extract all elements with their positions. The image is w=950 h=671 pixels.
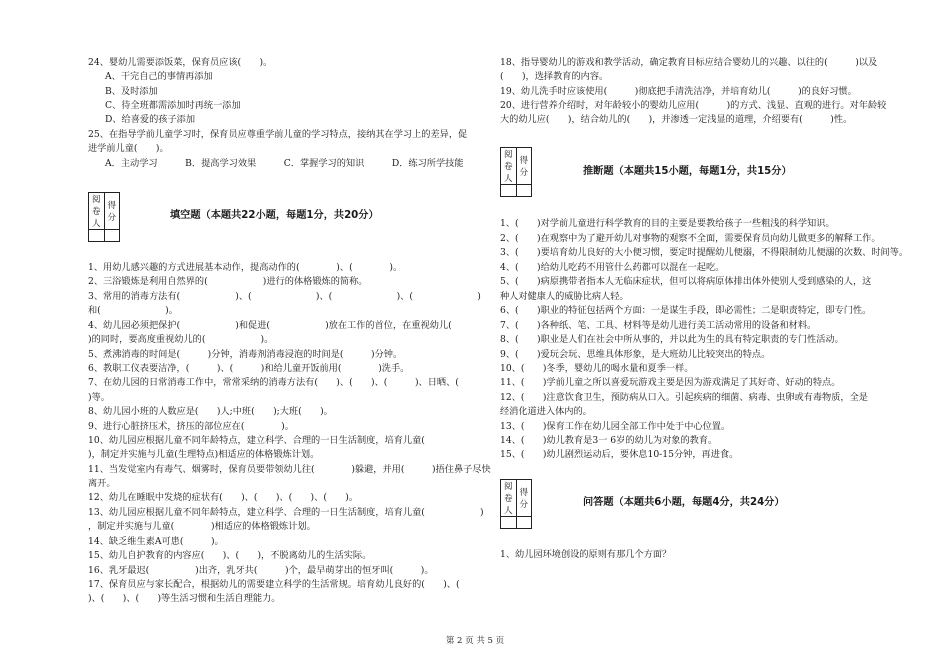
fill-line: 11、当发觉室内有毒气、烟雾时，保育员要带领幼儿往( )躲避，并用( )捂住鼻子尽快 [88,464,491,475]
page-number: 第 2 页 共 5 页 [445,636,505,646]
judge-line: 4、( )给幼儿吃药不用管什么药都可以混在一起吃。 [500,262,725,273]
qa-line: 1、幼儿园环境创设的原则有那几个方面？ [500,549,672,560]
score-label: 得分 [104,193,120,230]
judge-line: 经消化道进入体内的。 [500,406,592,417]
judge-line: 5、( )病原携带者指本人无临床症状，但可以将病原体排出体外使别人受到感染的人，这 [500,276,872,287]
option-line: B、及时添加 [105,86,158,97]
question-line: ( )，选择教育的内容。 [500,71,609,82]
grade-box [88,192,120,242]
fill-line: )的同时，要高度重视幼儿的( )。 [88,334,274,345]
judge-line: 11、( )学前儿童之所以喜爱玩游戏主要是因为游戏满足了其好奇、好动的特点。 [500,377,841,388]
fill-line: 5、煮沸消毒的时间是( )分钟，消毒剂消毒浸泡的时间是( )分钟。 [88,349,403,360]
fill-line: 9、进行心脏挤压术，挤压的部位应在( )。 [88,421,294,432]
judge-line: 3、( )要培育幼儿良好的大小便习惯，要定时提醒幼儿便溺，不得限制幼儿便溺的次数、时间等。 [500,247,909,258]
fill-line: )等。 [88,392,110,403]
judge-line: 6、( )职业的特征包括两个方面：一是谋生手段，即必需性；二是职责特定，即专门性。 [500,305,872,316]
fill-line: 离开。 [88,478,116,489]
option-line: D、给喜爱的孩子添加 [105,114,196,125]
option-line: A、干完自己的事情再添加 [105,71,213,82]
score-label: 得分 [516,148,532,185]
question-line: 20、进行营养介绍时，对年龄较小的婴幼儿应用( )的方式、浅显、直观的进行。对年龄较 [500,100,887,111]
fill-line: )，制定并实施与儿童(生理特点)相适应的体格锻炼计划。 [88,449,320,460]
grade-box [500,479,532,529]
fill-line: 10、幼儿园应根据儿童不同年龄特点，建立科学、合理的一日生活制度，培育儿童( [88,435,480,446]
question-line: 进学前儿童( )。 [88,143,169,154]
qa-section-title: 问答题（本题共6小题，每题4分，共24分） [583,497,785,508]
judge-section-title: 推断题（本题共15小题，每题1分，共15分） [583,166,792,177]
judge-line: 种人对健康人的威胁比病人轻。 [500,291,629,302]
fill-line: 3、常用的消毒方法有( )、( )、( )、( ) [88,291,481,302]
judge-line: 15、( )幼儿剧烈运动后，要休息10-15分钟，再进食。 [500,449,739,460]
judge-line: 9、( )爱玩会玩、思维具体形象，是大班幼儿比较突出的特点。 [500,349,771,360]
option-line: C、待全班都需添加时再统一添加 [105,100,241,111]
fill-line: 12、幼儿在睡眠中发烧的症状有( )、( )、( )、( )。 [88,492,359,503]
fill-line: ，制定并实施与儿童( )相适应的体格锻炼计划。 [88,521,316,532]
fill-line: 1、用幼儿感兴趣的方式进展基本动作，提高动作的( )、( )。 [88,262,403,273]
fill-section-title: 填空题（本题共22小题，每题1分，共20分） [170,210,379,221]
fill-line: 17、保育员应与家长配合，根据幼儿的需要建立科学的生活常规。培育幼儿良好的( )、( [88,579,478,590]
judge-line: 13、( )保育工作在幼儿园全部工作中处于中心位置。 [500,421,731,432]
question-line: 19、幼儿洗手时应该使用( )彻底把手清洗洁净，并培育幼儿( )的良好习惯。 [500,86,857,97]
fill-line: 和( )。 [88,305,178,316]
option-line: A．主动学习 B．提高学习效果 C．掌握学习的知识 D．练习所学技能 [105,158,464,169]
fill-line: 14、缺乏维生素A可患( )。 [88,536,224,547]
fill-line: 2、三浴锻炼是利用自然界的( )进行的体格锻炼的简称。 [88,276,368,287]
reviewer-label: 阅卷人 [89,193,105,230]
judge-line: 10、( )冬季，婴幼儿的喝水量和夏季一样。 [500,363,694,374]
judge-line: 1、( )对学前儿童进行科学教育的目的主要是要教给孩子一些粗浅的科学知识。 [500,218,835,229]
fill-line: 4、幼儿园必须把保护( )和促进( )放在工作的首位，在重视幼儿( [88,320,471,331]
fill-line: 6、教职工仪表要洁净，( )、( )和给儿童开饭前用( )洗手。 [88,363,410,374]
question-line: 18、指导婴幼儿的游戏和教学活动，确定教育目标应结合婴幼儿的兴趣、以往的( )以及 [500,57,878,68]
question-line: 24、婴幼儿需要添饭菜，保育员应该( )。 [88,57,273,68]
judge-line: 2、( )在观察中为了避开幼儿对事物的观察不全面，需要保育员向幼儿做更多的解释工作。 [500,233,881,244]
fill-line: 7、在幼儿园的日常消毒工作中，常常采纳的消毒方法有( )、( )、( )、日晒、( [88,377,478,388]
judge-line: 7、( )各种纸、笔、工具、材料等是幼儿进行美工活动常用的设备和材料。 [500,320,817,331]
score-label: 得分 [516,480,532,517]
fill-line: 15、幼儿自护教育的内容应( )、( )，不脱离幼儿的生活实际。 [88,550,372,561]
fill-line: )、( )、( )等生活习惯和生活自理能力。 [88,593,281,604]
judge-line: 8、( )职业是人们在社会中所从事的，并以此为生的具有特定职责的专门性活动。 [500,334,844,345]
fill-line: 8、幼儿园小班的人数应是( )人;中班( );大班( )。 [88,406,333,417]
judge-line: 12、( )注意饮食卫生，预防病从口入。引起疾病的细菌、病毒、虫卵或有毒物质，全是 [500,392,868,403]
reviewer-label: 阅卷人 [501,148,517,185]
grade-box [500,147,532,197]
judge-line: 14、( )幼儿教育是3一 6岁的幼儿为对象的教育。 [500,435,718,446]
fill-line: 13、幼儿园应根据儿童不同年龄特点，建立科学、合理的一日生活制度，培育儿童( ) [88,507,484,518]
fill-line: 16、乳牙最迟( )出齐，乳牙共( )个，最早萌芽出的恒牙叫( )。 [88,565,434,576]
reviewer-label: 阅卷人 [501,480,517,517]
question-line: 25、在指导学前儿童学习时，保育员应尊重学前儿童的学习特点，接纳其在学习上的差异，促 [88,129,468,140]
question-line: 大的幼儿应( )，结合幼儿的( )，并渗透一定浅显的道理，介绍要有( )性。 [500,114,853,125]
